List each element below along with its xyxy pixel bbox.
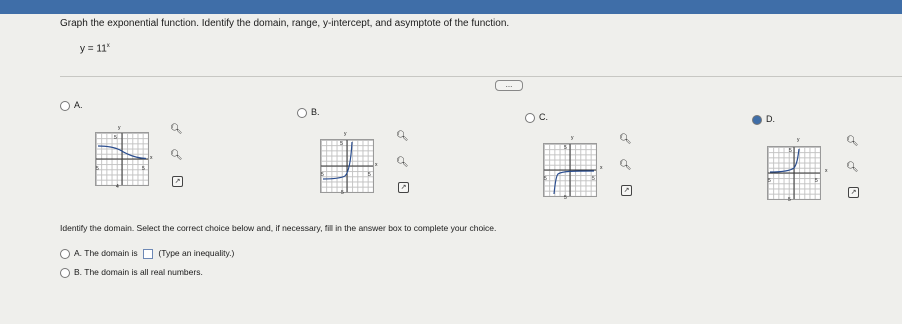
zoom-in-icon[interactable]: 🔍︎ [846, 136, 859, 147]
choice-c-axis-y: y [571, 135, 574, 141]
choice-d-tick-yn: 5 [788, 197, 791, 203]
zoom-out-icon[interactable]: 🔍︎ [396, 157, 409, 168]
domain-option-a[interactable] [60, 248, 360, 260]
function-equation [80, 43, 110, 54]
choice-c-tick-xn: 5 [544, 176, 547, 182]
section-divider [60, 76, 902, 77]
domain-option-a-text [74, 248, 234, 259]
domain-option-b-letter: B. [74, 267, 83, 277]
zoom-out-icon[interactable]: 🔍︎ [619, 160, 632, 171]
choice-d-tick-y: 5 [789, 148, 792, 154]
choice-d-axis-y: y [797, 137, 800, 143]
zoom-in-icon[interactable]: 🔍︎ [396, 131, 409, 142]
choice-d-axis-x: x [825, 168, 828, 174]
domain-option-b-radio[interactable] [60, 268, 70, 278]
popout-icon[interactable]: ↗ [621, 185, 632, 196]
choice-a-letter: A. [74, 100, 83, 110]
function-lhs: y = 11 [80, 43, 107, 55]
choice-a-axis-x: x [150, 155, 153, 161]
choice-b-axis-x: x [375, 162, 378, 168]
choice-a-radio[interactable] [60, 101, 70, 111]
popout-icon[interactable]: ↗ [398, 182, 409, 193]
choice-c-tick-y: 5 [564, 145, 567, 151]
choice-b-tick-yn: 5 [341, 190, 344, 196]
choice-b-axis-y: y [344, 131, 347, 137]
choice-b-radio[interactable] [297, 108, 307, 118]
choice-c-graph [543, 143, 597, 197]
choice-a-tick-y: 5 [114, 135, 117, 141]
choice-d-tick-xn: 5 [768, 178, 771, 184]
function-exponent: x [106, 43, 110, 49]
choice-a-tick-x: 5 [142, 166, 145, 172]
choice-a-tick-xn: 5 [96, 166, 99, 172]
expand-more-button[interactable]: ... [495, 80, 523, 91]
choice-d-letter: D. [766, 114, 775, 124]
choice-d-tick-x: 5 [815, 178, 818, 184]
zoom-in-icon[interactable]: 🔍︎ [170, 124, 183, 135]
choice-c-radio[interactable] [525, 113, 535, 123]
choice-a-axis-y: y [118, 125, 121, 131]
top-bar [0, 0, 902, 14]
choice-b-tick-x: 5 [368, 172, 371, 178]
zoom-out-icon[interactable]: 🔍︎ [170, 150, 183, 161]
domain-option-a-letter: A. [74, 248, 83, 258]
domain-option-a-before: The domain is [84, 248, 138, 258]
choice-c-axis-x: x [600, 165, 603, 171]
choice-c-letter: C. [539, 112, 548, 122]
zoom-out-icon[interactable]: 🔍︎ [846, 162, 859, 173]
domain-option-b-text [74, 267, 203, 277]
choice-c-tick-x: 5 [592, 176, 595, 182]
domain-option-a-radio[interactable] [60, 249, 70, 259]
choice-d-radio[interactable] [752, 115, 762, 125]
choice-c-tick-yn: 5 [564, 195, 567, 201]
instruction-text: Identify the domain. Select the correct choice below and, if necessary, fill in the answer box to complete your choice. [60, 223, 497, 233]
choice-a-tick-yn: 4 [116, 184, 119, 190]
choice-b-graph [320, 139, 374, 193]
zoom-in-icon[interactable]: 🔍︎ [619, 134, 632, 145]
domain-answer-box[interactable] [143, 249, 153, 259]
domain-option-a-after: (Type an inequality.) [158, 248, 235, 258]
choice-b-tick-y: 5 [340, 141, 343, 147]
domain-option-b-label: The domain is all real numbers. [84, 267, 203, 277]
choice-a-graph [95, 132, 149, 186]
question-text: Graph the exponential function. Identify the domain, range, y-intercept, and asymptote of the function. [60, 18, 510, 29]
popout-icon[interactable]: ↗ [848, 187, 859, 198]
choice-b-letter: B. [311, 107, 320, 117]
choice-b-tick-xn: 5 [321, 172, 324, 178]
choice-d-graph [767, 146, 821, 200]
domain-option-b[interactable] [60, 267, 360, 279]
popout-icon[interactable]: ↗ [172, 176, 183, 187]
